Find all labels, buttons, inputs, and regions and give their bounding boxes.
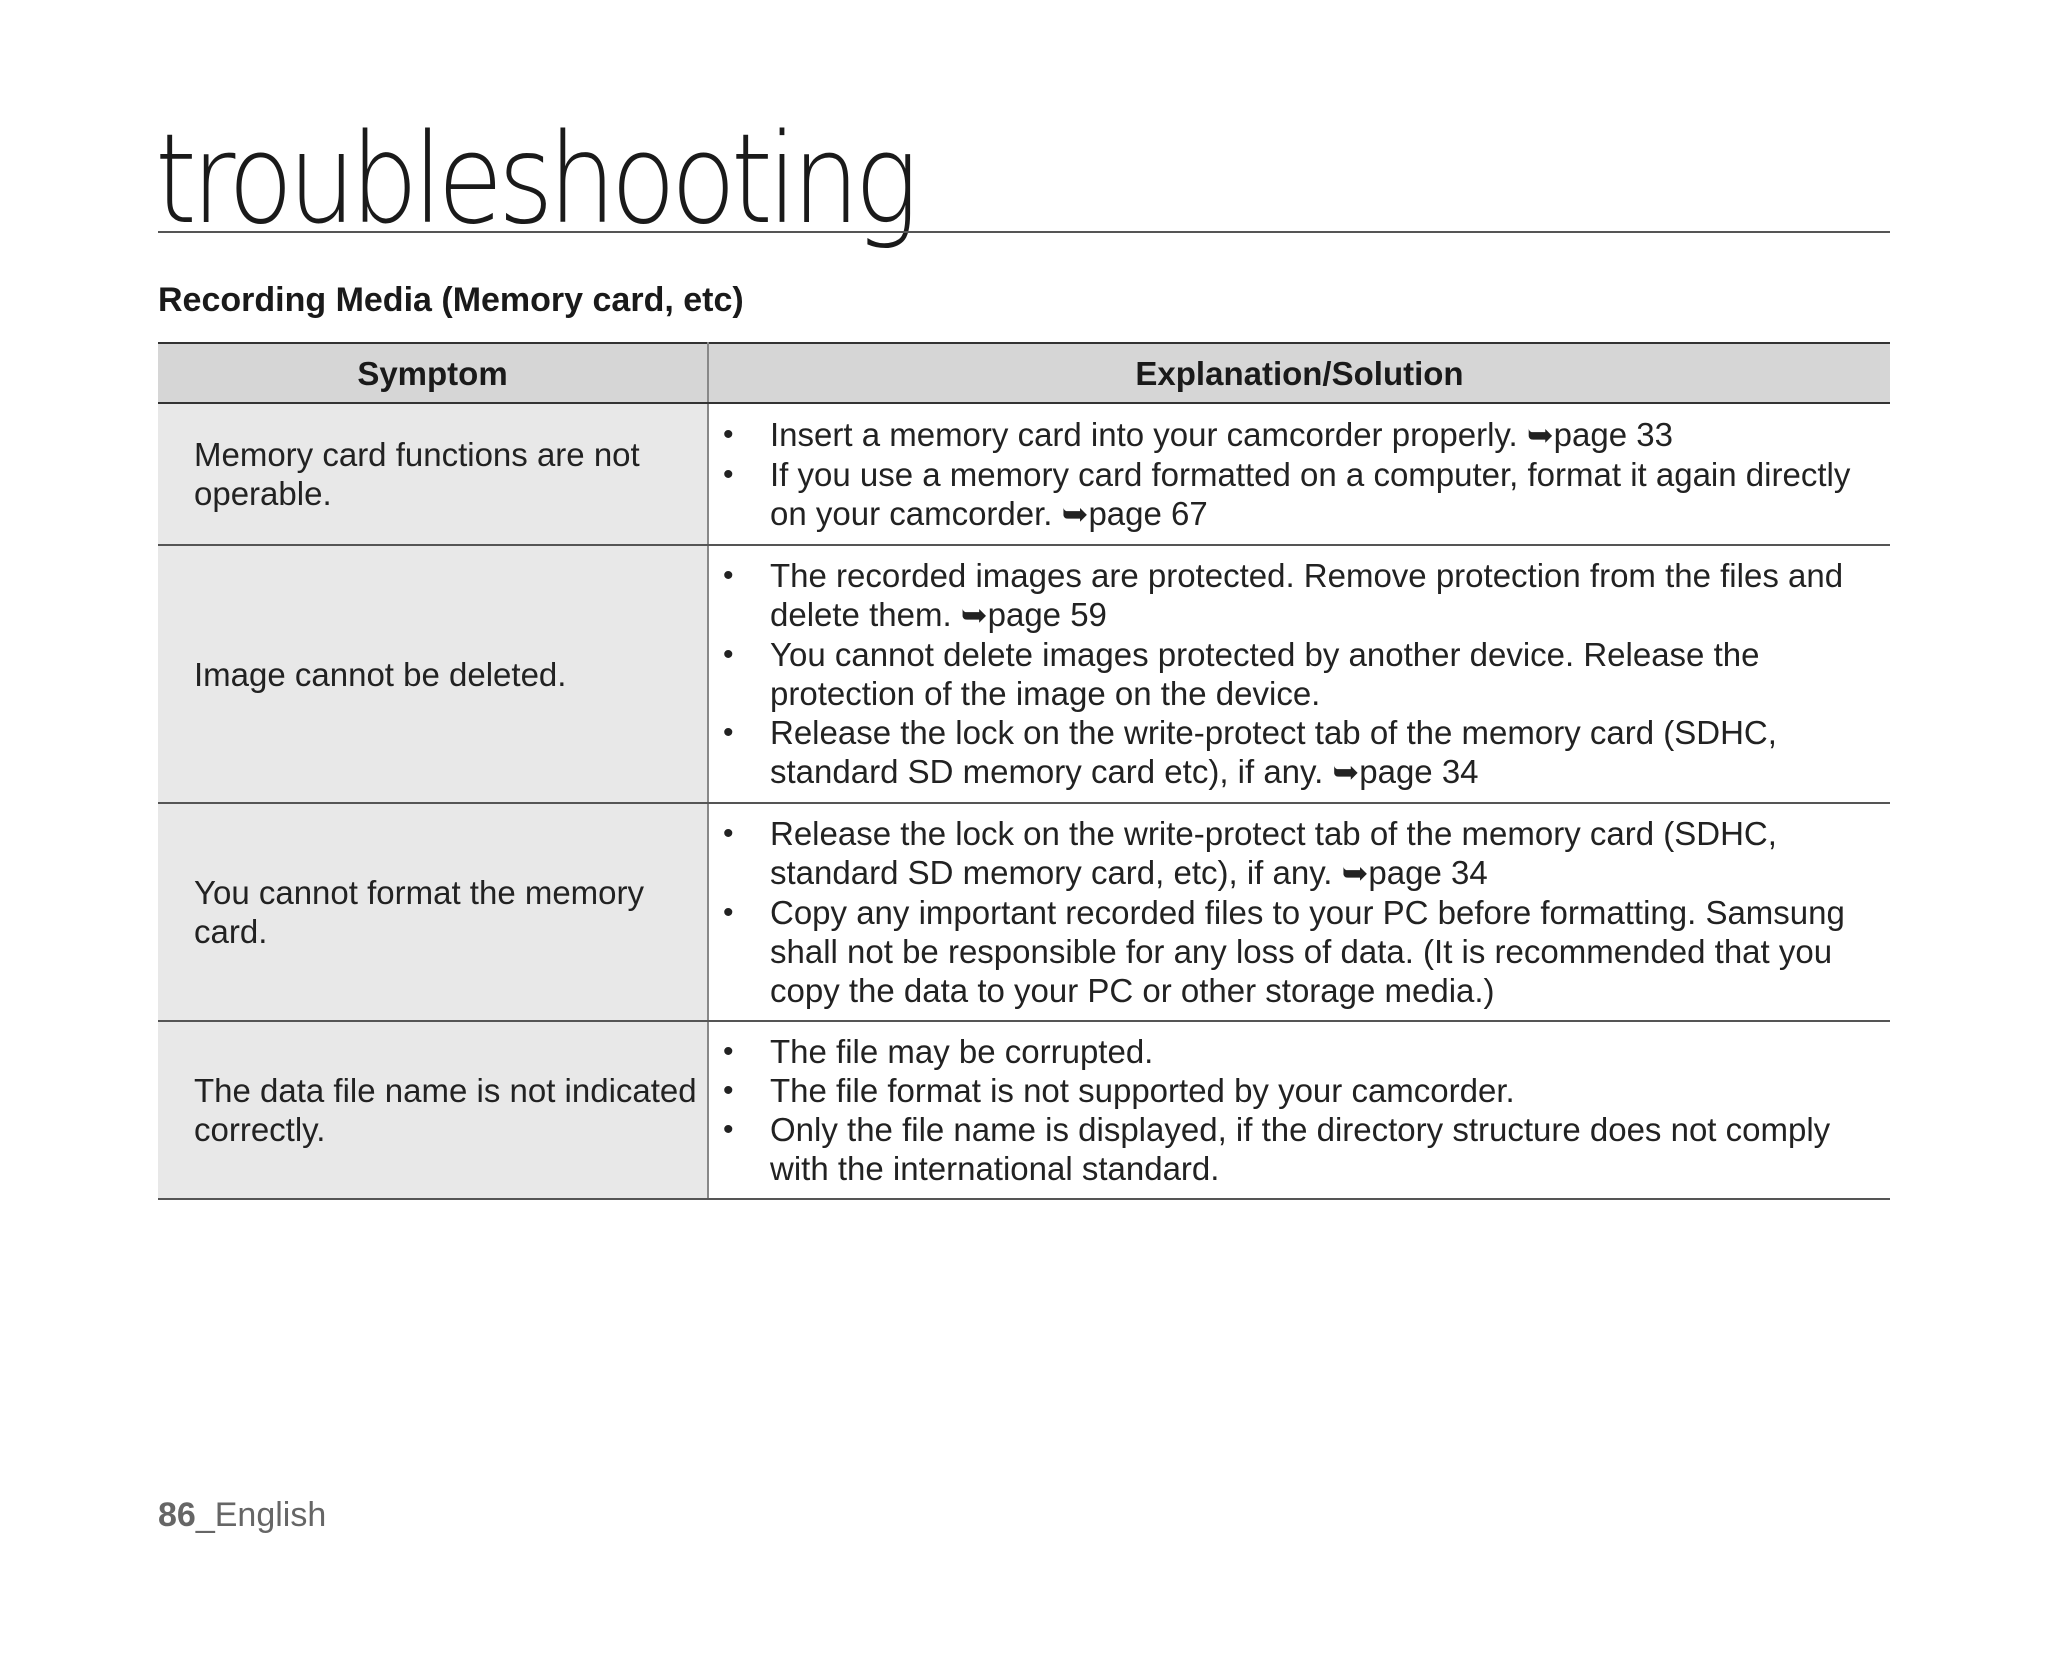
footer-language: _English	[195, 1496, 327, 1534]
page-ref-arrow-icon: ➥	[1526, 416, 1554, 453]
solution-item	[709, 893, 1870, 1010]
header-explanation: Explanation/Solution	[708, 343, 1890, 403]
solution-list	[709, 814, 1870, 1010]
page-footer	[158, 1496, 326, 1535]
symptom-cell: You cannot format the memory card.	[158, 803, 708, 1021]
title-rule	[158, 231, 1890, 233]
explanation-cell	[708, 403, 1890, 545]
bullet-icon: •	[723, 1113, 734, 1146]
solution-item	[709, 1032, 1870, 1071]
solution-item	[709, 635, 1870, 713]
solution-text: Insert a memory card into your camcorder properly.	[770, 415, 1518, 453]
solution-text: Release the lock on the write-protect tab of the memory card (SDHC, standard SD memory card, etc), if any.	[770, 815, 1777, 891]
page-ref-text: page 33	[1553, 415, 1673, 453]
solution-text: Release the lock on the write-protect tab of the memory card (SDHC, standard SD memory card etc), if any.	[770, 714, 1777, 790]
page-reference	[1527, 416, 1673, 453]
table-header-row	[158, 343, 1890, 403]
symptom-cell: Memory card functions are not operable.	[158, 403, 708, 545]
solution-item	[709, 713, 1870, 792]
page-number: 86	[158, 1496, 196, 1534]
solution-text: You cannot delete images protected by another device. Release the protection of the image on the device.	[770, 636, 1760, 712]
solution-text: The file may be corrupted.	[770, 1033, 1154, 1070]
table-row	[158, 803, 1890, 1021]
solution-item	[709, 455, 1870, 534]
page-ref-text: page 34	[1368, 854, 1488, 891]
solution-text: The file format is not supported by your camcorder.	[770, 1072, 1515, 1109]
solution-text: Only the file name is displayed, if the directory structure does not comply with the international standard.	[770, 1111, 1831, 1187]
page-ref-arrow-icon: ➥	[1341, 855, 1369, 891]
solution-item	[709, 415, 1870, 455]
table-row	[158, 403, 1890, 545]
page-reference	[961, 596, 1107, 633]
page-ref-arrow-icon: ➥	[1332, 754, 1360, 790]
page-title: troubleshooting	[155, 108, 914, 252]
bullet-icon: •	[723, 896, 734, 929]
page-ref-text: page 34	[1359, 753, 1479, 790]
bullet-icon: •	[723, 817, 734, 850]
solution-item	[709, 1071, 1870, 1110]
bullet-icon: •	[723, 1035, 734, 1068]
bullet-icon: •	[723, 716, 734, 749]
bullet-icon: •	[723, 1074, 734, 1107]
solution-text: If you use a memory card formatted on a computer, format it again directly on your camcorder.	[770, 455, 1851, 532]
header-symptom: Symptom	[158, 343, 708, 403]
solution-item	[709, 1110, 1870, 1188]
explanation-cell	[708, 545, 1890, 803]
bullet-icon: •	[723, 417, 734, 451]
section-heading: Recording Media (Memory card, etc)	[158, 281, 744, 319]
symptom-cell: Image cannot be deleted.	[158, 545, 708, 803]
solution-list	[709, 556, 1870, 792]
solution-list	[709, 415, 1870, 534]
solution-list	[709, 1032, 1870, 1188]
bullet-icon: •	[723, 457, 734, 491]
page-ref-arrow-icon: ➥	[1061, 495, 1089, 532]
page-ref-text: page 59	[987, 596, 1107, 633]
troubleshooting-table	[158, 342, 1890, 1200]
page-ref-arrow-icon: ➥	[960, 597, 988, 633]
solution-text: The recorded images are protected. Remove protection from the files and delete them.	[770, 557, 1844, 633]
page-reference	[1332, 753, 1478, 790]
page-ref-text: page 67	[1088, 494, 1208, 532]
table-row	[158, 545, 1890, 803]
solution-item	[709, 556, 1870, 635]
explanation-cell	[708, 803, 1890, 1021]
solution-text: Copy any important recorded files to your PC before formatting. Samsung shall not be responsible for any loss of data. (It is recommended that you copy the data to your PC or other storage media.)	[770, 894, 1845, 1009]
symptom-cell: The data file name is not indicated correctly.	[158, 1021, 708, 1199]
bullet-icon: •	[723, 638, 734, 671]
table-row	[158, 1021, 1890, 1199]
explanation-cell	[708, 1021, 1890, 1199]
solution-item	[709, 814, 1870, 893]
bullet-icon: •	[723, 559, 734, 592]
page-reference	[1062, 495, 1208, 532]
page-reference	[1342, 854, 1488, 891]
